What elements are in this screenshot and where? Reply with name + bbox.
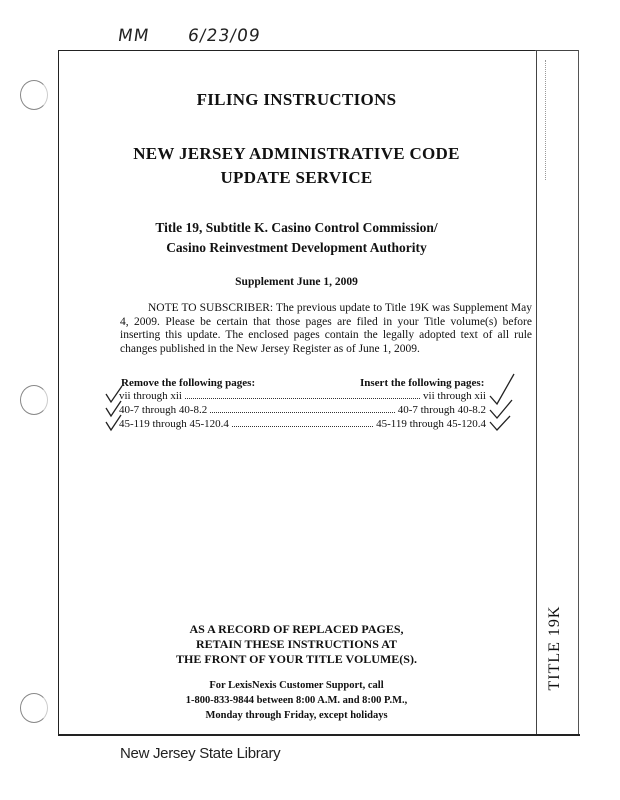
dot-leader xyxy=(185,398,420,399)
supplement-date: Supplement June 1, 2009 xyxy=(235,276,358,288)
title-19-line-1: Title 19, Subtitle K. Casino Control Commission/ xyxy=(155,220,438,235)
note-to-subscriber: NOTE TO SUBSCRIBER: The previous update to Title 19K was Supplement May 4, 2009. Please be certain that those pages are filed in your Title volume(s) before inserting this update. The enclosed pages contain the legally adopted text of all rule changes published in the New Jersey Register as of June 1, 2009. xyxy=(120,302,532,355)
remove-pages: vii through xii xyxy=(119,390,182,402)
dot-leader xyxy=(210,412,394,413)
tab-top-edge xyxy=(535,50,579,51)
margin-dash xyxy=(545,60,546,180)
insert-pages: 45-119 through 45-120.4 xyxy=(376,418,486,430)
support-line-2: 1-800-833-9844 between 8:00 A.M. and 8:00 P.M., xyxy=(185,695,408,706)
tab-right-edge xyxy=(578,50,579,736)
record-line-3: THE FRONT OF YOUR TITLE VOLUME(S). xyxy=(176,652,417,666)
subtitle-line-1: NEW JERSEY ADMINISTRATIVE CODE xyxy=(133,144,460,163)
page-title: FILING INSTRUCTIONS xyxy=(196,90,397,109)
record-line-1: AS A RECORD OF REPLACED PAGES, xyxy=(189,622,404,636)
table-row xyxy=(119,402,486,416)
punch-hole-bottom xyxy=(20,693,48,723)
title-19-line-2: Casino Reinvestment Development Authority xyxy=(166,240,427,255)
record-line-2: RETAIN THESE INSTRUCTIONS AT xyxy=(195,637,398,651)
insert-pages: 40-7 through 40-8.2 xyxy=(397,404,486,416)
handwritten-initials: MM xyxy=(116,26,151,46)
handwritten-date: 6/23/09 xyxy=(186,26,262,46)
spine-label: TITLE 19K xyxy=(546,605,563,691)
remove-header: Remove the following pages: xyxy=(121,377,256,389)
checkmark-icon xyxy=(488,372,518,432)
bottom-rule xyxy=(58,734,580,736)
library-stamp: New Jersey State Library xyxy=(120,745,281,762)
checkmark-icon xyxy=(104,384,124,432)
insert-pages: vii through xii xyxy=(423,390,486,402)
remove-pages: 40-7 through 40-8.2 xyxy=(119,404,208,416)
support-line-1: For LexisNexis Customer Support, call xyxy=(209,680,384,691)
support-line-3: Monday through Friday, except holidays xyxy=(205,710,388,721)
table-row xyxy=(119,388,486,402)
table-row xyxy=(119,416,486,430)
punch-hole-middle xyxy=(20,385,48,415)
punch-hole-top xyxy=(20,80,48,110)
insert-header: Insert the following pages: xyxy=(360,377,485,389)
remove-pages: 45-119 through 45-120.4 xyxy=(119,418,229,430)
dot-leader xyxy=(232,426,373,427)
subtitle-line-2: UPDATE SERVICE xyxy=(220,168,373,187)
